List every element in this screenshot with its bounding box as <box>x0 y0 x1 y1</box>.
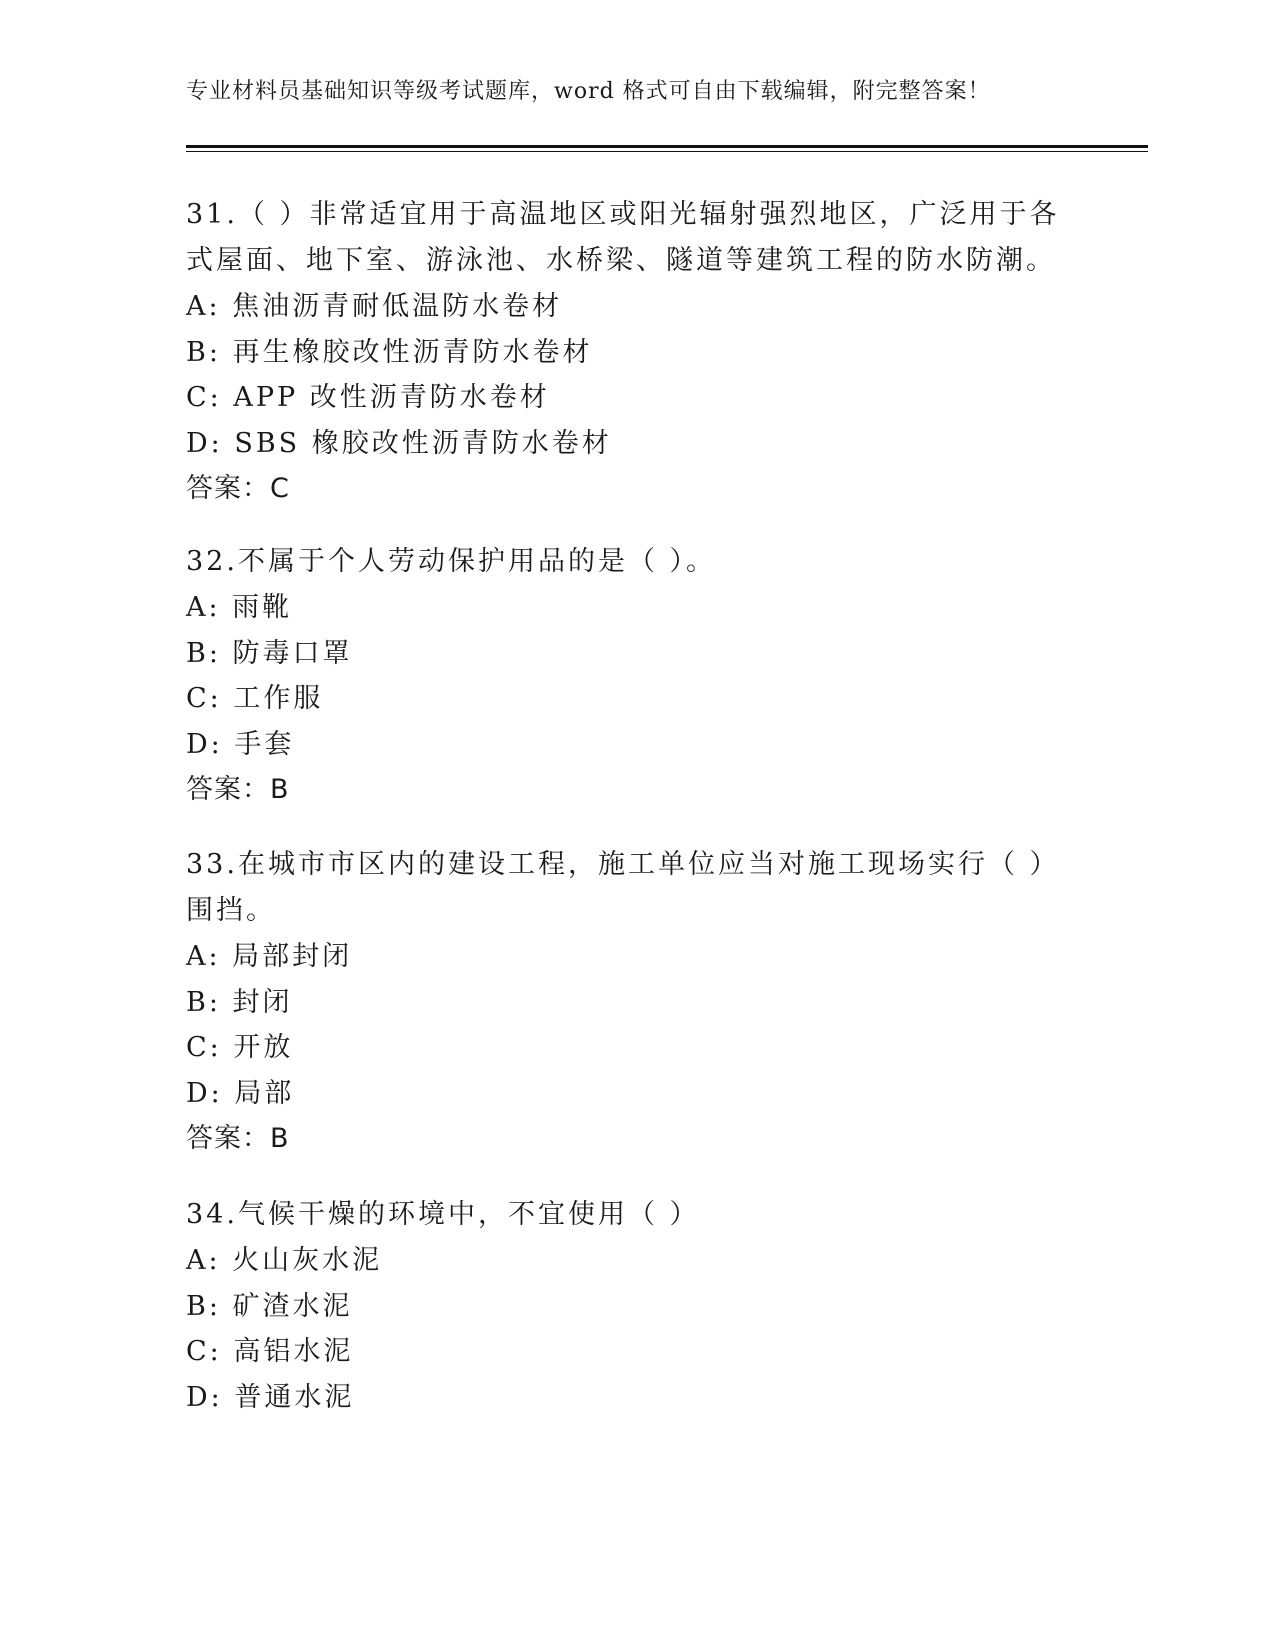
answer: 答案：C <box>186 473 290 504</box>
option-b: B: 矿渣水泥 <box>186 1290 353 1322</box>
question-stem: 31.（ ）非常适宜用于高温地区或阳光辐射强烈地区，广泛用于各式屋面、地下室、游泳池、水桥梁、隧道等建筑工程的防水防潮。 <box>186 199 1060 276</box>
question-32 <box>186 539 1066 813</box>
answer: 答案：B <box>186 774 290 805</box>
option-a: A: 焦油沥青耐低温防水卷材 <box>186 291 563 322</box>
question-stem: 33.在城市市区内的建设工程，施工单位应当对施工现场实行（ ）围挡。 <box>186 849 1060 926</box>
question-31 <box>186 192 1066 512</box>
option-b: B: 封闭 <box>186 986 293 1018</box>
option-c: C: APP 改性沥青防水卷材 <box>186 382 550 413</box>
option-b: B: 防毒口罩 <box>186 637 353 669</box>
option-c: C: 开放 <box>186 1032 294 1063</box>
option-a: A: 火山灰水泥 <box>186 1245 383 1276</box>
option-a: A: 雨靴 <box>186 592 293 623</box>
option-c: C: 高铝水泥 <box>186 1336 354 1367</box>
question-stem: 34.气候干燥的环境中，不宜使用（ ） <box>186 1199 700 1230</box>
question-34 <box>186 1192 1066 1420</box>
option-d: D: 局部 <box>186 1077 295 1109</box>
page-header: 专业材料员基础知识等级考试题库，word 格式可自由下载编辑，附完整答案！ <box>186 79 991 104</box>
header-rule-thin <box>186 151 1148 152</box>
option-d: D: SBS 橡胶改性沥青防水卷材 <box>186 427 612 459</box>
option-a: A: 局部封闭 <box>186 941 353 972</box>
question-33 <box>186 842 1066 1162</box>
option-c: C: 工作服 <box>186 683 324 714</box>
answer: 答案：B <box>186 1123 290 1154</box>
option-b: B: 再生橡胶改性沥青防水卷材 <box>186 336 593 368</box>
header-rule-thick <box>186 145 1148 148</box>
option-d: D: 手套 <box>186 728 295 760</box>
question-stem: 32.不属于个人劳动保护用品的是（ ）。 <box>186 546 717 577</box>
option-d: D: 普通水泥 <box>186 1381 355 1413</box>
